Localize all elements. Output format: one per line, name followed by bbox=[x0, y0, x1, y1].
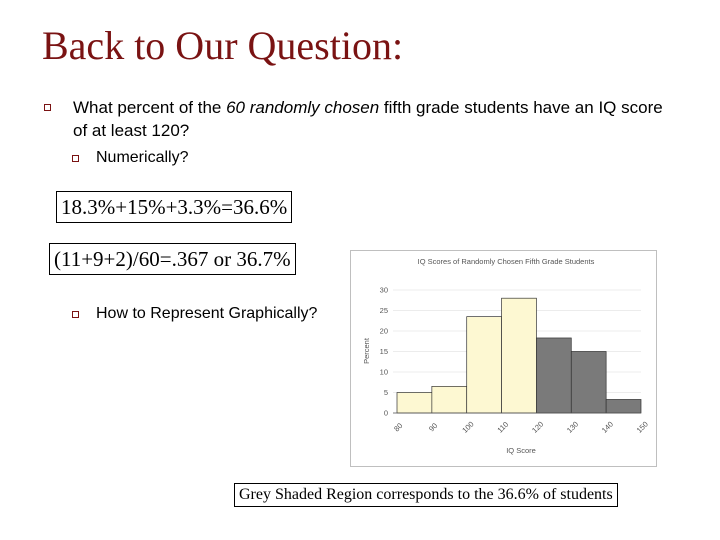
x-tick-label: 130 bbox=[564, 419, 581, 435]
bullet-square-icon bbox=[44, 104, 51, 111]
x-tick-label: 150 bbox=[634, 419, 650, 435]
chart-title: IQ Scores of Randomly Chosen Fifth Grade Students bbox=[417, 257, 595, 266]
x-axis-label: IQ Score bbox=[506, 446, 536, 455]
histogram-bar-shaded bbox=[536, 338, 571, 413]
y-tick-label: 15 bbox=[379, 347, 388, 356]
y-axis-label: Percent bbox=[362, 338, 371, 364]
x-tick-label: 90 bbox=[426, 421, 440, 434]
iq-histogram bbox=[351, 251, 656, 466]
histogram-bar bbox=[397, 393, 432, 414]
histogram-bar bbox=[502, 298, 537, 413]
slide-title: Back to Our Question: bbox=[42, 23, 404, 68]
x-tick-label: 100 bbox=[460, 419, 476, 435]
graphically-text: How to Represent Graphically? bbox=[96, 305, 318, 322]
x-tick-label: 80 bbox=[392, 421, 405, 434]
graph-bullet-square-icon bbox=[72, 311, 79, 318]
x-tick-label: 140 bbox=[599, 419, 615, 435]
histogram-bar-shaded bbox=[571, 352, 606, 414]
caption-box: Grey Shaded Region corresponds to the 36.6% of students bbox=[234, 483, 618, 507]
histogram-frame bbox=[350, 250, 657, 467]
calc-fraction-box: (11+9+2)/60=.367 or 36.7% bbox=[49, 243, 296, 275]
histogram-bar bbox=[432, 386, 467, 413]
calc-percent-box: 18.3%+15%+3.3%=36.6% bbox=[56, 191, 292, 223]
y-tick-label: 5 bbox=[383, 388, 388, 397]
x-tick-label: 120 bbox=[530, 419, 546, 435]
question-italic: 60 randomly chosen bbox=[226, 98, 380, 117]
question-post: fifth grade students have an IQ score of at least 120? bbox=[73, 98, 663, 140]
histogram-bar bbox=[467, 317, 502, 413]
y-tick-label: 25 bbox=[379, 306, 388, 315]
x-tick-label: 110 bbox=[495, 419, 511, 435]
question-text bbox=[73, 96, 673, 142]
y-tick-label: 10 bbox=[379, 367, 388, 377]
histogram-bar-shaded bbox=[606, 399, 641, 413]
numerically-text: Numerically? bbox=[96, 149, 189, 166]
y-tick-label: 20 bbox=[379, 326, 388, 336]
sub-bullet-square-icon bbox=[72, 155, 79, 162]
y-tick-label: 0 bbox=[383, 408, 388, 418]
y-tick-label: 30 bbox=[379, 285, 388, 295]
question-pre: What percent of the bbox=[73, 98, 227, 117]
